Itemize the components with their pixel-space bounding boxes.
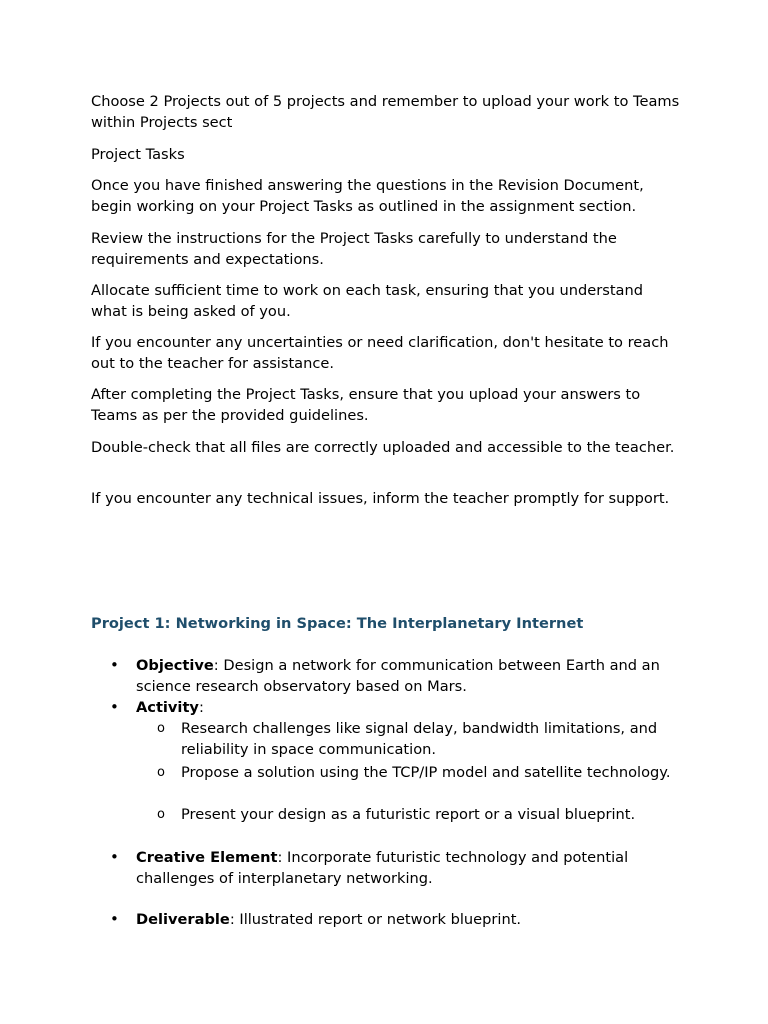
activity-item xyxy=(136,697,681,718)
activity-sub-item: Research challenges like signal delay, bandwidth limitations, and reliability in space communication. xyxy=(181,720,658,758)
sub-bullet-icon: o xyxy=(157,721,165,736)
bullet-icon: • xyxy=(110,848,119,866)
creative-text: : Incorporate futuristic technology and potential challenges of interplanetary networking. xyxy=(136,849,629,887)
paragraph-allocate-time: Allocate sufficient time to work on each task, ensuring that you understand what is being asked of you. xyxy=(91,282,643,320)
deliverable-text: : Illustrated report or network blueprint. xyxy=(229,911,522,928)
sub-bullet-icon: o xyxy=(157,765,165,780)
sub-bullet-icon: o xyxy=(157,807,165,822)
creative-element-item xyxy=(136,847,681,889)
deliverable-label: Deliverable xyxy=(136,911,230,928)
activity-sub-item: Present your design as a futuristic report or a visual blueprint. xyxy=(181,806,636,823)
activity-label: Activity xyxy=(136,699,199,716)
creative-label: Creative Element xyxy=(136,849,278,866)
bullet-icon: • xyxy=(110,910,119,928)
bullet-icon: • xyxy=(110,698,119,716)
paragraph-upload-answers: After completing the Project Tasks, ensure that you upload your answers to Teams as per the provided guidelines. xyxy=(91,386,641,424)
project-tasks-label: Project Tasks xyxy=(91,146,185,163)
activity-sub-item: Propose a solution using the TCP/IP model and satellite technology. xyxy=(181,764,671,781)
objective-text: : Design a network for communication between Earth and an science research observatory based on Mars. xyxy=(136,657,660,695)
paragraph-technical-issues: If you encounter any technical issues, inform the teacher promptly for support. xyxy=(91,490,670,507)
objective-item xyxy=(136,655,681,697)
deliverable-item xyxy=(136,909,681,930)
paragraph-double-check: Double-check that all files are correctly uploaded and accessible to the teacher. xyxy=(91,439,675,456)
project-1-heading: Project 1: Networking in Space: The Interplanetary Internet xyxy=(91,615,584,632)
bullet-icon: • xyxy=(110,656,119,674)
paragraph-uncertainties: If you encounter any uncertainties or need clarification, don't hesitate to reach out to the teacher for assistance. xyxy=(91,334,669,372)
intro-line: Choose 2 Projects out of 5 projects and remember to upload your work to Teams within Projects sect xyxy=(91,93,680,131)
paragraph-review-instructions: Review the instructions for the Project Tasks carefully to understand the requirements and expectations. xyxy=(91,230,617,268)
objective-label: Objective xyxy=(136,657,214,674)
activity-text: : xyxy=(198,699,204,716)
paragraph-finish-revision: Once you have finished answering the questions in the Revision Document, begin working on your Project Tasks as outlined in the assignment section. xyxy=(91,177,644,215)
